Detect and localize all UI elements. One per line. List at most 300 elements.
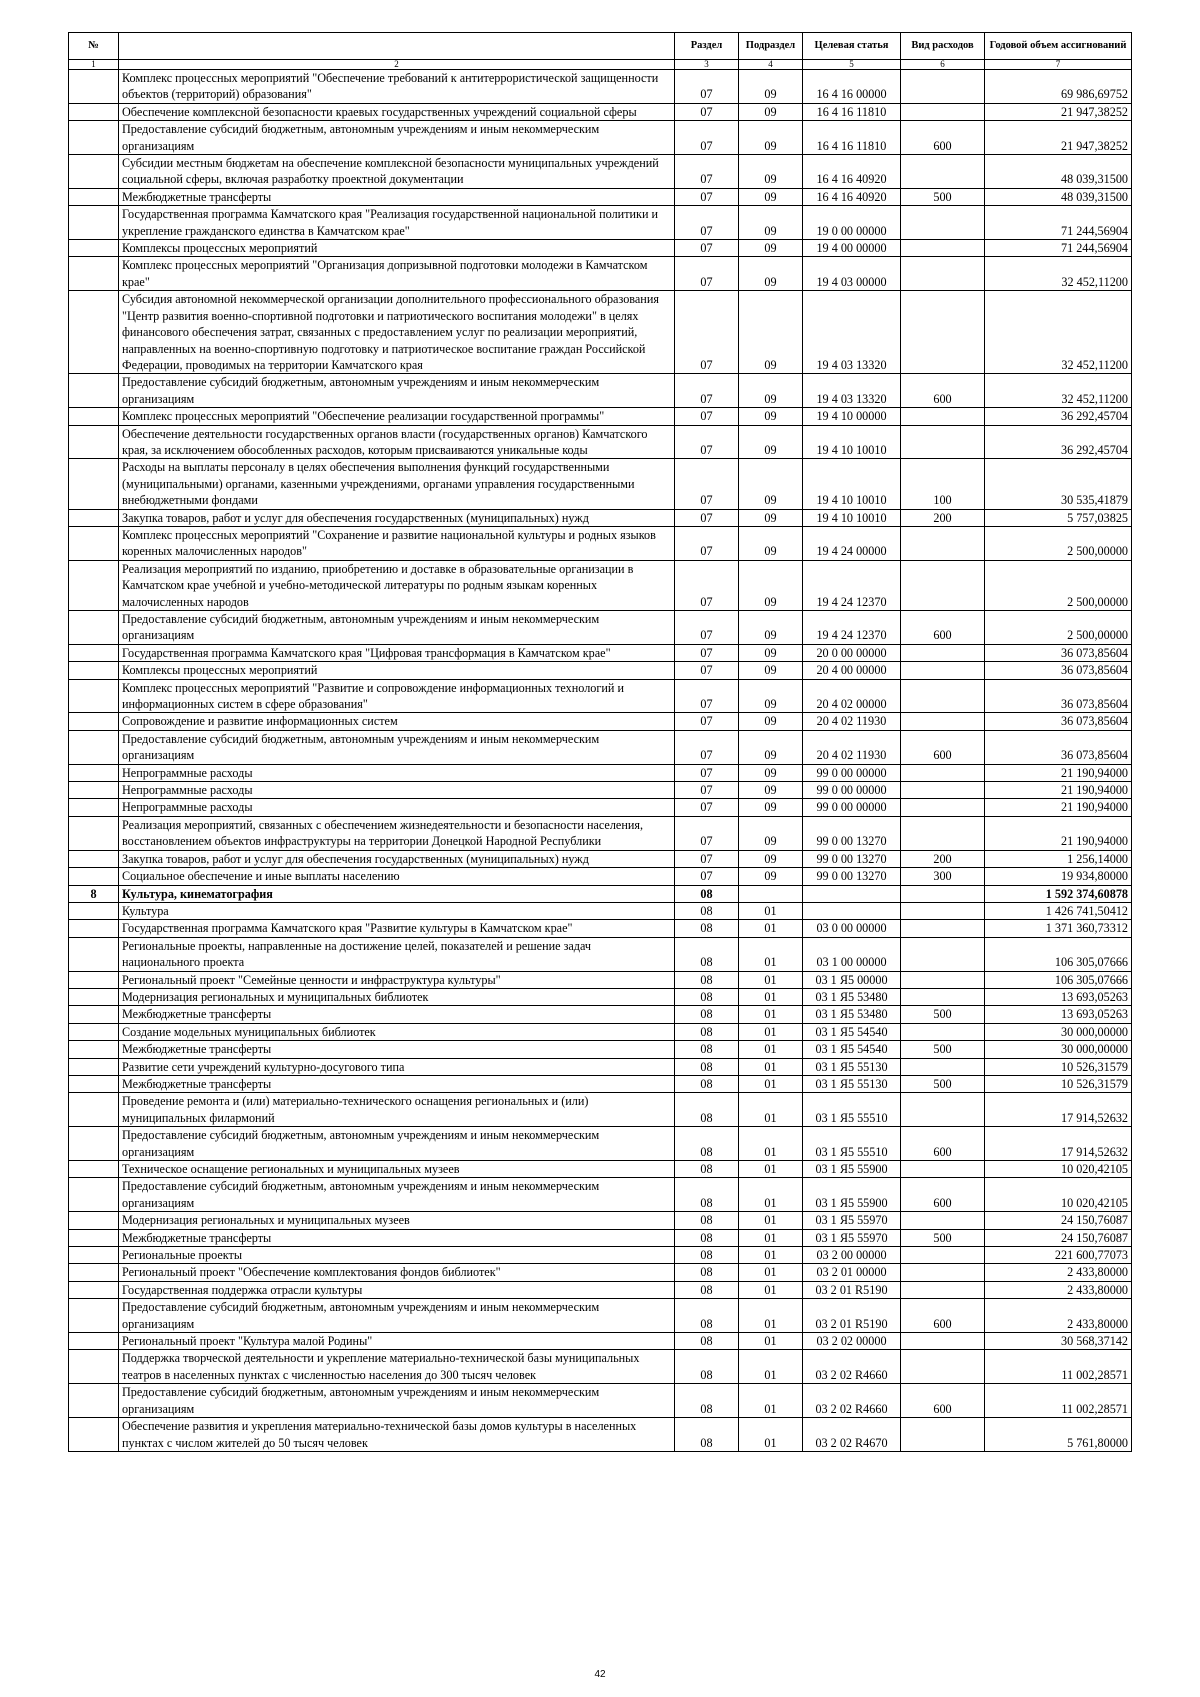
- row-name-cell: Комплекс процессных мероприятий "Сохранение и развитие национальной культуры и родных языков коренных малочисленных народов": [119, 526, 675, 560]
- vid-cell: 500: [901, 1006, 985, 1023]
- row-name-cell: Реализация мероприятий, связанных с обеспечением жизнедеятельности и безопасности населения, восстановлением объектов инфраструктуры на территории Донецкой Народной Республики: [119, 816, 675, 850]
- amount-cell: 36 073,85604: [985, 730, 1132, 764]
- table-row: [69, 1127, 1132, 1161]
- amount-cell: 106 305,07666: [985, 937, 1132, 971]
- amount-cell: 2 433,80000: [985, 1281, 1132, 1298]
- column-number: 1: [69, 60, 119, 70]
- row-name-cell: Модернизация региональных и муниципальных библиотек: [119, 988, 675, 1005]
- article-cell: 20 4 02 11930: [803, 730, 901, 764]
- row-name-cell: Непрограммные расходы: [119, 782, 675, 799]
- row-number-cell: [69, 782, 119, 799]
- table-row: [69, 1418, 1132, 1452]
- razdel-cell: 08: [675, 920, 739, 937]
- razdel-cell: 07: [675, 155, 739, 189]
- amount-cell: 24 150,76087: [985, 1212, 1132, 1229]
- table-row: [69, 103, 1132, 120]
- row-number-cell: [69, 1178, 119, 1212]
- header-name: [119, 33, 675, 60]
- podrazdel-cell: 01: [739, 1264, 803, 1281]
- article-cell: 20 4 02 00000: [803, 679, 901, 713]
- podrazdel-cell: 01: [739, 1212, 803, 1229]
- podrazdel-cell: 09: [739, 799, 803, 816]
- row-number-cell: [69, 679, 119, 713]
- table-row: [69, 885, 1132, 902]
- article-cell: 19 4 03 13320: [803, 291, 901, 374]
- article-cell: 03 1 Я5 55130: [803, 1075, 901, 1092]
- vid-cell: 600: [901, 374, 985, 408]
- podrazdel-cell: 09: [739, 257, 803, 291]
- article-cell: 99 0 00 13270: [803, 816, 901, 850]
- amount-cell: 17 914,52632: [985, 1093, 1132, 1127]
- vid-cell: 600: [901, 1178, 985, 1212]
- row-number-cell: [69, 240, 119, 257]
- article-cell: 16 4 16 00000: [803, 70, 901, 104]
- amount-cell: 10 020,42105: [985, 1161, 1132, 1178]
- article-cell: 03 2 00 00000: [803, 1247, 901, 1264]
- amount-cell: 36 073,85604: [985, 679, 1132, 713]
- razdel-cell: 08: [675, 1333, 739, 1350]
- amount-cell: 2 500,00000: [985, 526, 1132, 560]
- vid-cell: [901, 1418, 985, 1452]
- row-number-cell: [69, 644, 119, 661]
- table-row: [69, 1281, 1132, 1298]
- article-cell: 03 1 Я5 55510: [803, 1093, 901, 1127]
- budget-table: [68, 32, 1132, 1452]
- razdel-cell: 07: [675, 70, 739, 104]
- row-number-cell: [69, 850, 119, 867]
- row-name-cell: Непрограммные расходы: [119, 799, 675, 816]
- razdel-cell: 08: [675, 1281, 739, 1298]
- vid-cell: 300: [901, 868, 985, 885]
- table-row: [69, 1058, 1132, 1075]
- row-name-cell: Обеспечение развития и укрепления материально-технической базы домов культуры в населенных пунктах с числом жителей до 50 тысяч человек: [119, 1418, 675, 1452]
- row-name-cell: Региональные проекты, направленные на достижение целей, показателей и решение задач национального проекта: [119, 937, 675, 971]
- razdel-cell: 07: [675, 764, 739, 781]
- row-name-cell: Расходы на выплаты персоналу в целях обеспечения выполнения функций государственными (муниципальными) органами, казенными учреждениями, органами управления государственными внебюджетными фондами: [119, 459, 675, 509]
- razdel-cell: 08: [675, 1299, 739, 1333]
- row-name-cell: Государственная программа Камчатского края "Цифровая трансформация в Камчатском крае": [119, 644, 675, 661]
- vid-cell: 500: [901, 1041, 985, 1058]
- row-name-cell: Непрограммные расходы: [119, 764, 675, 781]
- article-cell: 03 1 Я5 00000: [803, 971, 901, 988]
- article-cell: [803, 885, 901, 902]
- vid-cell: 500: [901, 188, 985, 205]
- table-row: [69, 1212, 1132, 1229]
- page-number: 42: [594, 1669, 606, 1680]
- razdel-cell: 08: [675, 885, 739, 902]
- podrazdel-cell: 01: [739, 1350, 803, 1384]
- podrazdel-cell: 01: [739, 988, 803, 1005]
- razdel-cell: 07: [675, 850, 739, 867]
- article-cell: 03 1 Я5 53480: [803, 1006, 901, 1023]
- amount-cell: 2 500,00000: [985, 560, 1132, 610]
- vid-cell: [901, 1247, 985, 1264]
- article-cell: 03 1 Я5 54540: [803, 1023, 901, 1040]
- table-row: [69, 868, 1132, 885]
- razdel-cell: 08: [675, 1247, 739, 1264]
- amount-cell: 1 592 374,60878: [985, 885, 1132, 902]
- row-number-cell: [69, 611, 119, 645]
- article-cell: 16 4 16 40920: [803, 155, 901, 189]
- podrazdel-cell: 09: [739, 662, 803, 679]
- column-number: 4: [739, 60, 803, 70]
- row-number-cell: [69, 902, 119, 919]
- article-cell: 03 1 Я5 55130: [803, 1058, 901, 1075]
- vid-cell: [901, 526, 985, 560]
- article-cell: 19 4 10 10010: [803, 509, 901, 526]
- table-row: [69, 1041, 1132, 1058]
- vid-cell: [901, 1264, 985, 1281]
- amount-cell: 36 073,85604: [985, 713, 1132, 730]
- amount-cell: 1 371 360,73312: [985, 920, 1132, 937]
- article-cell: 03 2 02 00000: [803, 1333, 901, 1350]
- row-name-cell: Развитие сети учреждений культурно-досугового типа: [119, 1058, 675, 1075]
- column-number: 6: [901, 60, 985, 70]
- razdel-cell: 07: [675, 799, 739, 816]
- row-number-cell: [69, 764, 119, 781]
- table-row: [69, 155, 1132, 189]
- row-number-cell: [69, 1247, 119, 1264]
- article-cell: 99 0 00 00000: [803, 782, 901, 799]
- amount-cell: 32 452,11200: [985, 291, 1132, 374]
- podrazdel-cell: 09: [739, 713, 803, 730]
- amount-cell: 2 500,00000: [985, 611, 1132, 645]
- vid-cell: [901, 206, 985, 240]
- vid-cell: [901, 920, 985, 937]
- article-cell: 03 2 02 R4660: [803, 1384, 901, 1418]
- razdel-cell: 07: [675, 526, 739, 560]
- row-name-cell: Региональные проекты: [119, 1247, 675, 1264]
- podrazdel-cell: 09: [739, 611, 803, 645]
- podrazdel-cell: 01: [739, 1178, 803, 1212]
- row-number-cell: [69, 920, 119, 937]
- column-number: 3: [675, 60, 739, 70]
- row-number-cell: [69, 1281, 119, 1298]
- razdel-cell: 08: [675, 1418, 739, 1452]
- podrazdel-cell: 01: [739, 1281, 803, 1298]
- article-cell: 03 0 00 00000: [803, 920, 901, 937]
- vid-cell: [901, 257, 985, 291]
- amount-cell: 1 426 741,50412: [985, 902, 1132, 919]
- vid-cell: [901, 560, 985, 610]
- table-row: [69, 560, 1132, 610]
- table-row: [69, 1299, 1132, 1333]
- row-number-cell: [69, 425, 119, 459]
- article-cell: 99 0 00 00000: [803, 799, 901, 816]
- table-row: [69, 644, 1132, 661]
- vid-cell: [901, 1212, 985, 1229]
- podrazdel-cell: 09: [739, 644, 803, 661]
- podrazdel-cell: 01: [739, 1333, 803, 1350]
- row-name-cell: Культура, кинематография: [119, 885, 675, 902]
- podrazdel-cell: 01: [739, 920, 803, 937]
- row-name-cell: Закупка товаров, работ и услуг для обеспечения государственных (муниципальных) нужд: [119, 850, 675, 867]
- amount-cell: 13 693,05263: [985, 988, 1132, 1005]
- row-name-cell: Межбюджетные трансферты: [119, 1229, 675, 1246]
- razdel-cell: 07: [675, 240, 739, 257]
- article-cell: 20 4 02 11930: [803, 713, 901, 730]
- row-name-cell: Социальное обеспечение и иные выплаты населению: [119, 868, 675, 885]
- razdel-cell: 07: [675, 509, 739, 526]
- amount-cell: 24 150,76087: [985, 1229, 1132, 1246]
- table-row: [69, 1093, 1132, 1127]
- podrazdel-cell: 09: [739, 730, 803, 764]
- row-name-cell: Комплекс процессных мероприятий "Развитие и сопровождение информационных технологий и информационных систем в сфере образования": [119, 679, 675, 713]
- article-cell: 16 4 16 11810: [803, 103, 901, 120]
- row-number-cell: [69, 1350, 119, 1384]
- row-name-cell: Межбюджетные трансферты: [119, 1006, 675, 1023]
- razdel-cell: 07: [675, 425, 739, 459]
- razdel-cell: 08: [675, 1127, 739, 1161]
- vid-cell: 500: [901, 1075, 985, 1092]
- podrazdel-cell: 09: [739, 374, 803, 408]
- column-number-row: [69, 60, 1132, 70]
- podrazdel-cell: 01: [739, 1058, 803, 1075]
- row-name-cell: Государственная поддержка отрасли культуры: [119, 1281, 675, 1298]
- razdel-cell: 08: [675, 1178, 739, 1212]
- table-row: [69, 662, 1132, 679]
- row-number-cell: [69, 103, 119, 120]
- amount-cell: 71 244,56904: [985, 240, 1132, 257]
- podrazdel-cell: 01: [739, 971, 803, 988]
- row-number-cell: [69, 662, 119, 679]
- razdel-cell: 08: [675, 1058, 739, 1075]
- row-number-cell: [69, 1333, 119, 1350]
- table-row: [69, 1023, 1132, 1040]
- razdel-cell: 08: [675, 1041, 739, 1058]
- table-row: [69, 850, 1132, 867]
- amount-cell: 5 757,03825: [985, 509, 1132, 526]
- row-number-cell: [69, 1023, 119, 1040]
- razdel-cell: 07: [675, 121, 739, 155]
- vid-cell: [901, 1058, 985, 1075]
- table-row: [69, 240, 1132, 257]
- vid-cell: [901, 885, 985, 902]
- article-cell: 16 4 16 40920: [803, 188, 901, 205]
- article-cell: 19 0 00 00000: [803, 206, 901, 240]
- amount-cell: 30 000,00000: [985, 1023, 1132, 1040]
- table-row: [69, 257, 1132, 291]
- vid-cell: [901, 644, 985, 661]
- article-cell: 03 1 Я5 53480: [803, 988, 901, 1005]
- vid-cell: [901, 1023, 985, 1040]
- row-number-cell: [69, 730, 119, 764]
- vid-cell: 600: [901, 121, 985, 155]
- vid-cell: [901, 902, 985, 919]
- podrazdel-cell: 01: [739, 1229, 803, 1246]
- amount-cell: 36 292,45704: [985, 408, 1132, 425]
- table-row: [69, 1333, 1132, 1350]
- row-name-cell: Предоставление субсидий бюджетным, автономным учреждениям и иным некоммерческим организациям: [119, 1384, 675, 1418]
- row-name-cell: Региональный проект "Культура малой Родины": [119, 1333, 675, 1350]
- podrazdel-cell: 09: [739, 850, 803, 867]
- table-row: [69, 374, 1132, 408]
- table-row: [69, 1247, 1132, 1264]
- podrazdel-cell: 09: [739, 240, 803, 257]
- article-cell: 19 4 10 10010: [803, 425, 901, 459]
- podrazdel-cell: 09: [739, 291, 803, 374]
- row-name-cell: Обеспечение комплексной безопасности краевых государственных учреждений социальной сферы: [119, 103, 675, 120]
- article-cell: 19 4 24 12370: [803, 611, 901, 645]
- amount-cell: 10 526,31579: [985, 1058, 1132, 1075]
- article-cell: 03 2 01 R5190: [803, 1281, 901, 1298]
- amount-cell: 11 002,28571: [985, 1384, 1132, 1418]
- row-name-cell: Техническое оснащение региональных и муниципальных музеев: [119, 1161, 675, 1178]
- amount-cell: 21 190,94000: [985, 782, 1132, 799]
- row-number-cell: [69, 1161, 119, 1178]
- article-cell: 03 2 02 R4660: [803, 1350, 901, 1384]
- row-number-cell: [69, 1127, 119, 1161]
- vid-cell: 100: [901, 459, 985, 509]
- article-cell: 03 2 01 R5190: [803, 1299, 901, 1333]
- amount-cell: 21 947,38252: [985, 121, 1132, 155]
- vid-cell: [901, 1350, 985, 1384]
- row-name-cell: Предоставление субсидий бюджетным, автономным учреждениям и иным некоммерческим организациям: [119, 374, 675, 408]
- table-row: [69, 782, 1132, 799]
- article-cell: 19 4 24 12370: [803, 560, 901, 610]
- vid-cell: [901, 425, 985, 459]
- amount-cell: 48 039,31500: [985, 155, 1132, 189]
- razdel-cell: 07: [675, 257, 739, 291]
- vid-cell: [901, 1093, 985, 1127]
- table-row: [69, 1264, 1132, 1281]
- row-name-cell: Предоставление субсидий бюджетным, автономным учреждениям и иным некоммерческим организациям: [119, 121, 675, 155]
- table-row: [69, 188, 1132, 205]
- vid-cell: [901, 103, 985, 120]
- article-cell: 03 2 02 R4670: [803, 1418, 901, 1452]
- razdel-cell: 07: [675, 459, 739, 509]
- podrazdel-cell: 01: [739, 937, 803, 971]
- vid-cell: [901, 799, 985, 816]
- razdel-cell: 07: [675, 188, 739, 205]
- amount-cell: 30 535,41879: [985, 459, 1132, 509]
- article-cell: 99 0 00 13270: [803, 868, 901, 885]
- vid-cell: [901, 679, 985, 713]
- podrazdel-cell: 01: [739, 1418, 803, 1452]
- row-number-cell: [69, 868, 119, 885]
- article-cell: 19 4 03 13320: [803, 374, 901, 408]
- razdel-cell: 08: [675, 1075, 739, 1092]
- razdel-cell: 08: [675, 937, 739, 971]
- table-row: [69, 1075, 1132, 1092]
- article-cell: 03 1 Я5 54540: [803, 1041, 901, 1058]
- razdel-cell: 07: [675, 679, 739, 713]
- vid-cell: [901, 937, 985, 971]
- amount-cell: 30 568,37142: [985, 1333, 1132, 1350]
- razdel-cell: 08: [675, 1212, 739, 1229]
- razdel-cell: 08: [675, 1229, 739, 1246]
- row-number-cell: [69, 816, 119, 850]
- header-article: Целевая статья: [803, 33, 901, 60]
- podrazdel-cell: 09: [739, 509, 803, 526]
- table-row: [69, 1384, 1132, 1418]
- amount-cell: 36 292,45704: [985, 425, 1132, 459]
- table-row: [69, 206, 1132, 240]
- header-amount: Годовой объем ассигнований: [985, 33, 1132, 60]
- header-row: [69, 33, 1132, 60]
- row-number-cell: 8: [69, 885, 119, 902]
- article-cell: 19 4 24 00000: [803, 526, 901, 560]
- row-name-cell: Комплекс процессных мероприятий "Обеспечение реализации государственной программы": [119, 408, 675, 425]
- table-row: [69, 1161, 1132, 1178]
- razdel-cell: 07: [675, 408, 739, 425]
- article-cell: [803, 902, 901, 919]
- header-no: №: [69, 33, 119, 60]
- podrazdel-cell: 09: [739, 816, 803, 850]
- table-row: [69, 1229, 1132, 1246]
- row-number-cell: [69, 1299, 119, 1333]
- podrazdel-cell: 01: [739, 1299, 803, 1333]
- vid-cell: [901, 816, 985, 850]
- row-number-cell: [69, 1418, 119, 1452]
- vid-cell: [901, 713, 985, 730]
- podrazdel-cell: 01: [739, 1023, 803, 1040]
- podrazdel-cell: 09: [739, 70, 803, 104]
- vid-cell: [901, 408, 985, 425]
- amount-cell: 48 039,31500: [985, 188, 1132, 205]
- vid-cell: 500: [901, 1229, 985, 1246]
- vid-cell: [901, 291, 985, 374]
- amount-cell: 2 433,80000: [985, 1299, 1132, 1333]
- article-cell: 03 1 Я5 55900: [803, 1161, 901, 1178]
- razdel-cell: 08: [675, 1093, 739, 1127]
- razdel-cell: 07: [675, 644, 739, 661]
- article-cell: 20 4 00 00000: [803, 662, 901, 679]
- row-number-cell: [69, 1006, 119, 1023]
- column-number: 7: [985, 60, 1132, 70]
- table-row: [69, 1006, 1132, 1023]
- table-row: [69, 1178, 1132, 1212]
- table-row: [69, 713, 1132, 730]
- table-body: [69, 70, 1132, 1452]
- podrazdel-cell: 01: [739, 1384, 803, 1418]
- table-row: [69, 425, 1132, 459]
- row-number-cell: [69, 988, 119, 1005]
- vid-cell: [901, 988, 985, 1005]
- razdel-cell: 07: [675, 206, 739, 240]
- razdel-cell: 08: [675, 971, 739, 988]
- row-number-cell: [69, 799, 119, 816]
- table-row: [69, 526, 1132, 560]
- table-row: [69, 816, 1132, 850]
- vid-cell: 600: [901, 1127, 985, 1161]
- amount-cell: 221 600,77073: [985, 1247, 1132, 1264]
- razdel-cell: 08: [675, 1161, 739, 1178]
- article-cell: 99 0 00 00000: [803, 764, 901, 781]
- row-name-cell: Межбюджетные трансферты: [119, 1041, 675, 1058]
- article-cell: 03 1 Я5 55970: [803, 1212, 901, 1229]
- row-number-cell: [69, 257, 119, 291]
- vid-cell: 600: [901, 611, 985, 645]
- razdel-cell: 07: [675, 103, 739, 120]
- table-row: [69, 679, 1132, 713]
- row-name-cell: Субсидии местным бюджетам на обеспечение комплексной безопасности муниципальных учреждений социальной сферы, включая разработку проектной документации: [119, 155, 675, 189]
- vid-cell: [901, 662, 985, 679]
- podrazdel-cell: 09: [739, 679, 803, 713]
- podrazdel-cell: 09: [739, 408, 803, 425]
- amount-cell: 10 020,42105: [985, 1178, 1132, 1212]
- table-row: [69, 799, 1132, 816]
- amount-cell: 32 452,11200: [985, 257, 1132, 291]
- row-number-cell: [69, 374, 119, 408]
- razdel-cell: 08: [675, 1264, 739, 1281]
- podrazdel-cell: 09: [739, 188, 803, 205]
- razdel-cell: 07: [675, 730, 739, 764]
- row-number-cell: [69, 408, 119, 425]
- vid-cell: 600: [901, 730, 985, 764]
- article-cell: 03 1 Я5 55900: [803, 1178, 901, 1212]
- amount-cell: 30 000,00000: [985, 1041, 1132, 1058]
